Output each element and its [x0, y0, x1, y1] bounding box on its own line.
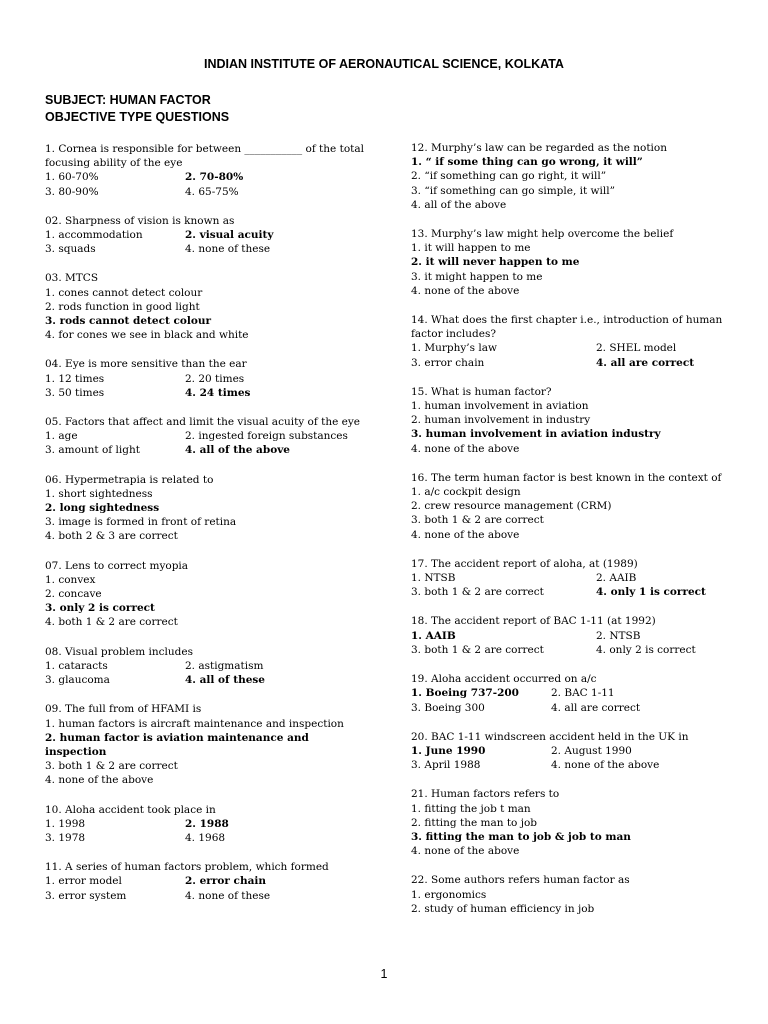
question-text: 03. MTCS	[45, 272, 99, 285]
option-row	[45, 731, 367, 759]
correct-answer-option: 1. AAIB	[411, 629, 456, 642]
answer-option: 1. fitting the job t man	[411, 802, 531, 815]
correct-answer-option: 2. error chain	[185, 875, 267, 888]
option-row	[411, 198, 733, 212]
answer-option: 4. none of these	[185, 243, 271, 256]
option-row	[45, 386, 367, 400]
question-text: 04. Eye is more sensitive than the ear	[45, 358, 247, 371]
document-title: INDIAN INSTITUTE OF AERONAUTICAL SCIENCE, KOLKATA	[204, 57, 564, 71]
answer-option: 3. both 1 & 2 are correct	[45, 760, 178, 773]
answer-option: 3. Boeing 300	[411, 701, 485, 714]
option-row	[411, 888, 733, 902]
answer-option: 4. none of the above	[45, 774, 154, 787]
question-text: 02. Sharpness of vision is known as	[45, 214, 235, 227]
correct-answer-option: 2. it will never happen to me	[411, 256, 580, 269]
answer-option: 4. none of these	[185, 889, 271, 902]
correct-answer-option: 2. 70-80%	[185, 171, 244, 184]
correct-answer-option: 2. long sightedness	[45, 502, 160, 515]
answer-option: 2. “if something can go right, it will”	[411, 170, 607, 183]
option-row	[411, 844, 733, 858]
answer-option: 2. August 1990	[551, 744, 632, 757]
answer-option: 1. cataracts	[45, 659, 108, 672]
answer-option: 2. BAC 1-11	[551, 687, 615, 700]
answer-option: 2. SHEL model	[596, 342, 677, 355]
option-row	[411, 485, 733, 499]
option-row	[411, 571, 733, 585]
question-text: 17. The accident report of aloha, at (1989)	[411, 557, 638, 570]
answer-option: 4. only 2 is correct	[596, 643, 696, 656]
option-row	[45, 615, 367, 629]
correct-answer-option: 4. all are correct	[596, 356, 695, 369]
option-row	[45, 817, 367, 831]
question-text: 08. Visual problem includes	[45, 645, 193, 658]
answer-option: 1. 12 times	[45, 372, 105, 385]
option-row	[45, 314, 367, 328]
answer-option: 1. ergonomics	[411, 888, 487, 901]
answer-option: 1. it will happen to me	[411, 242, 531, 255]
answer-option: 4. none of the above	[411, 845, 520, 858]
answer-option: 3. squads	[45, 243, 96, 256]
answer-option: 4. none of the above	[411, 284, 520, 297]
option-row	[411, 356, 733, 370]
question-text: 16. The term human factor is best known in the context of	[411, 471, 722, 484]
option-row	[411, 255, 733, 269]
question-block	[45, 271, 367, 342]
option-row	[45, 300, 367, 314]
option-row	[45, 529, 367, 543]
option-row	[411, 413, 733, 427]
answer-option: 3. glaucoma	[45, 674, 110, 687]
option-row	[45, 429, 367, 443]
question-type-heading: OBJECTIVE TYPE QUESTIONS	[45, 110, 230, 124]
correct-answer-option: 3. fitting the man to job & job to man	[411, 830, 631, 843]
option-row	[45, 587, 367, 601]
answer-option: 1. NTSB	[411, 572, 456, 585]
question-block	[45, 214, 367, 257]
option-row	[45, 717, 367, 731]
answer-option: 1. human factors is aircraft maintenance and inspection	[45, 717, 344, 730]
option-row	[45, 443, 367, 457]
option-row	[45, 601, 367, 615]
option-row	[411, 155, 733, 169]
answer-option: 1. short sightedness	[45, 487, 153, 500]
question-block	[45, 142, 367, 199]
option-row	[411, 758, 733, 772]
answer-option: 1. convex	[45, 573, 96, 586]
option-row	[411, 184, 733, 198]
option-row	[411, 528, 733, 542]
answer-option: 4. none of the above	[411, 528, 520, 541]
question-text: 19. Aloha accident occurred on a/c	[411, 673, 597, 686]
option-row	[45, 673, 367, 687]
option-row	[45, 659, 367, 673]
option-row	[411, 686, 733, 700]
correct-answer-option: 2. visual acuity	[185, 229, 274, 242]
option-row	[411, 902, 733, 916]
option-row	[45, 286, 367, 300]
question-block	[411, 385, 733, 456]
question-block	[45, 803, 367, 846]
question-block	[411, 471, 733, 542]
question-block	[411, 227, 733, 298]
question-block	[411, 313, 733, 370]
question-block	[411, 787, 733, 858]
answer-option: 3. image is formed in front of retina	[45, 516, 237, 529]
option-row	[45, 773, 367, 787]
answer-option: 1. accommodation	[45, 229, 143, 242]
answer-option: 1. 1998	[45, 817, 86, 830]
answer-option: 3. “if something can go simple, it will”	[411, 184, 615, 197]
answer-option: 1. a/c cockpit design	[411, 486, 521, 499]
answer-option: 3. amount of light	[45, 444, 140, 457]
correct-answer-option: 3. rods cannot detect colour	[45, 315, 212, 328]
question-text: 14. What does the first chapter i.e., introduction of human factor includes?	[411, 314, 723, 341]
option-row	[45, 501, 367, 515]
answer-option: 1. error model	[45, 875, 122, 888]
option-row	[411, 241, 733, 255]
option-row	[411, 499, 733, 513]
answer-option: 4. none of the above	[411, 442, 520, 455]
question-block	[45, 645, 367, 688]
question-text: 20. BAC 1-11 windscreen accident held in the UK in	[411, 730, 689, 743]
answer-option: 4. none of the above	[551, 759, 660, 772]
question-block	[411, 730, 733, 773]
answer-option: 2. concave	[45, 588, 102, 601]
question-text: 22. Some authors refers human factor as	[411, 874, 630, 887]
answer-option: 4. all are correct	[551, 701, 641, 714]
correct-answer-option: 2. 1988	[185, 817, 229, 830]
question-block	[411, 614, 733, 657]
question-text: 12. Murphy’s law can be regarded as the notion	[411, 142, 667, 154]
answer-option: 2. crew resource management (CRM)	[411, 500, 612, 513]
question-text: 10. Aloha accident took place in	[45, 803, 216, 816]
question-block	[45, 860, 367, 903]
option-row	[411, 701, 733, 715]
answer-option: 3. both 1 & 2 are correct	[411, 514, 544, 527]
correct-answer-option: 3. only 2 is correct	[45, 602, 155, 615]
option-row	[411, 816, 733, 830]
correct-answer-option: 1. June 1990	[411, 744, 486, 757]
answer-option: 2. human involvement in industry	[411, 414, 591, 427]
option-row	[45, 328, 367, 342]
option-row	[45, 185, 367, 199]
answer-option: 4. for cones we see in black and white	[45, 329, 249, 342]
answer-option: 3. April 1988	[411, 759, 481, 772]
option-row	[411, 442, 733, 456]
question-block	[411, 873, 733, 916]
answer-option: 3. 50 times	[45, 386, 105, 399]
answer-option: 3. error chain	[411, 356, 485, 369]
answer-option: 3. 80-90%	[45, 185, 99, 198]
answer-option: 2. AAIB	[596, 572, 637, 585]
option-row	[411, 629, 733, 643]
option-row	[45, 372, 367, 386]
option-row	[411, 399, 733, 413]
answer-option: 2. 20 times	[185, 372, 245, 385]
question-block	[45, 559, 367, 630]
answer-option: 1. Murphy’s law	[411, 342, 497, 355]
question-text: 06. Hypermetrapia is related to	[45, 473, 214, 486]
question-block	[45, 357, 367, 400]
answer-option: 3. it might happen to me	[411, 270, 543, 283]
question-block	[411, 672, 733, 715]
question-block	[45, 473, 367, 544]
question-text: 21. Human factors refers to	[411, 788, 560, 801]
question-block	[45, 702, 367, 787]
answer-option: 1. human involvement in aviation	[411, 400, 589, 413]
left-column	[45, 142, 367, 918]
answer-option: 3. both 1 & 2 are correct	[411, 586, 544, 599]
right-column	[411, 141, 733, 931]
answer-option: 3. both 1 & 2 are correct	[411, 643, 544, 656]
correct-answer-option: 4. all of the above	[185, 444, 290, 457]
option-row	[45, 759, 367, 773]
correct-answer-option: 1. “ if some thing can go wrong, it will”	[411, 156, 643, 169]
option-row	[411, 169, 733, 183]
answer-option: 1. 60-70%	[45, 171, 99, 184]
option-row	[45, 874, 367, 888]
option-row	[411, 830, 733, 844]
option-row	[45, 242, 367, 256]
option-row	[45, 228, 367, 242]
answer-option: 3. 1978	[45, 831, 86, 844]
subject-heading: SUBJECT: HUMAN FACTOR	[45, 93, 211, 107]
option-row	[411, 585, 733, 599]
option-row	[45, 170, 367, 184]
option-row	[411, 427, 733, 441]
option-row	[45, 889, 367, 903]
answer-option: 4. all of the above	[411, 198, 507, 211]
answer-option: 1. cones cannot detect colour	[45, 286, 203, 299]
correct-answer-option: 1. Boeing 737-200	[411, 687, 519, 700]
question-text: 15. What is human factor?	[411, 385, 552, 398]
answer-option: 4. both 1 & 2 are correct	[45, 616, 178, 629]
answer-option: 1. age	[45, 430, 78, 443]
option-row	[411, 513, 733, 527]
question-text: 18. The accident report of BAC 1-11 (at 1992)	[411, 615, 656, 628]
answer-option: 2. NTSB	[596, 629, 641, 642]
answer-option: 4. 1968	[185, 831, 226, 844]
correct-answer-option: 4. all of these	[185, 674, 265, 687]
question-text: 09. The full from of HFAMI is	[45, 703, 202, 716]
question-block	[411, 557, 733, 600]
correct-answer-option: 2. human factor is aviation maintenance and inspection	[45, 731, 309, 758]
answer-option: 2. rods function in good light	[45, 300, 200, 313]
question-text: 1. Cornea is responsible for between ___________ of the total focusing ability of the eye	[45, 143, 364, 170]
option-row	[45, 573, 367, 587]
answer-option: 2. study of human efficiency in job	[411, 902, 595, 915]
answer-option: 4. 65-75%	[185, 185, 239, 198]
question-text: 05. Factors that affect and limit the visual acuity of the eye	[45, 416, 360, 429]
option-row	[411, 284, 733, 298]
correct-answer-option: 4. 24 times	[185, 386, 251, 399]
question-text: 07. Lens to correct myopia	[45, 559, 189, 572]
correct-answer-option: 3. human involvement in aviation industry	[411, 428, 661, 441]
question-text: 13. Murphy’s law might help overcome the belief	[411, 228, 674, 241]
answer-option: 3. error system	[45, 889, 127, 902]
answer-option: 2. astigmatism	[185, 659, 264, 672]
option-row	[411, 341, 733, 355]
option-row	[411, 643, 733, 657]
option-row	[411, 744, 733, 758]
option-row	[411, 270, 733, 284]
answer-option: 2. fitting the man to job	[411, 816, 538, 829]
option-row	[45, 487, 367, 501]
option-row	[45, 515, 367, 529]
answer-option: 4. both 2 & 3 are correct	[45, 530, 178, 543]
question-block	[411, 141, 733, 212]
option-row	[411, 802, 733, 816]
correct-answer-option: 4. only 1 is correct	[596, 586, 706, 599]
page-number: 1	[380, 967, 388, 981]
option-row	[45, 831, 367, 845]
answer-option: 2. ingested foreign substances	[185, 430, 348, 443]
question-text: 11. A series of human factors problem, which formed	[45, 861, 329, 874]
question-block	[45, 415, 367, 458]
